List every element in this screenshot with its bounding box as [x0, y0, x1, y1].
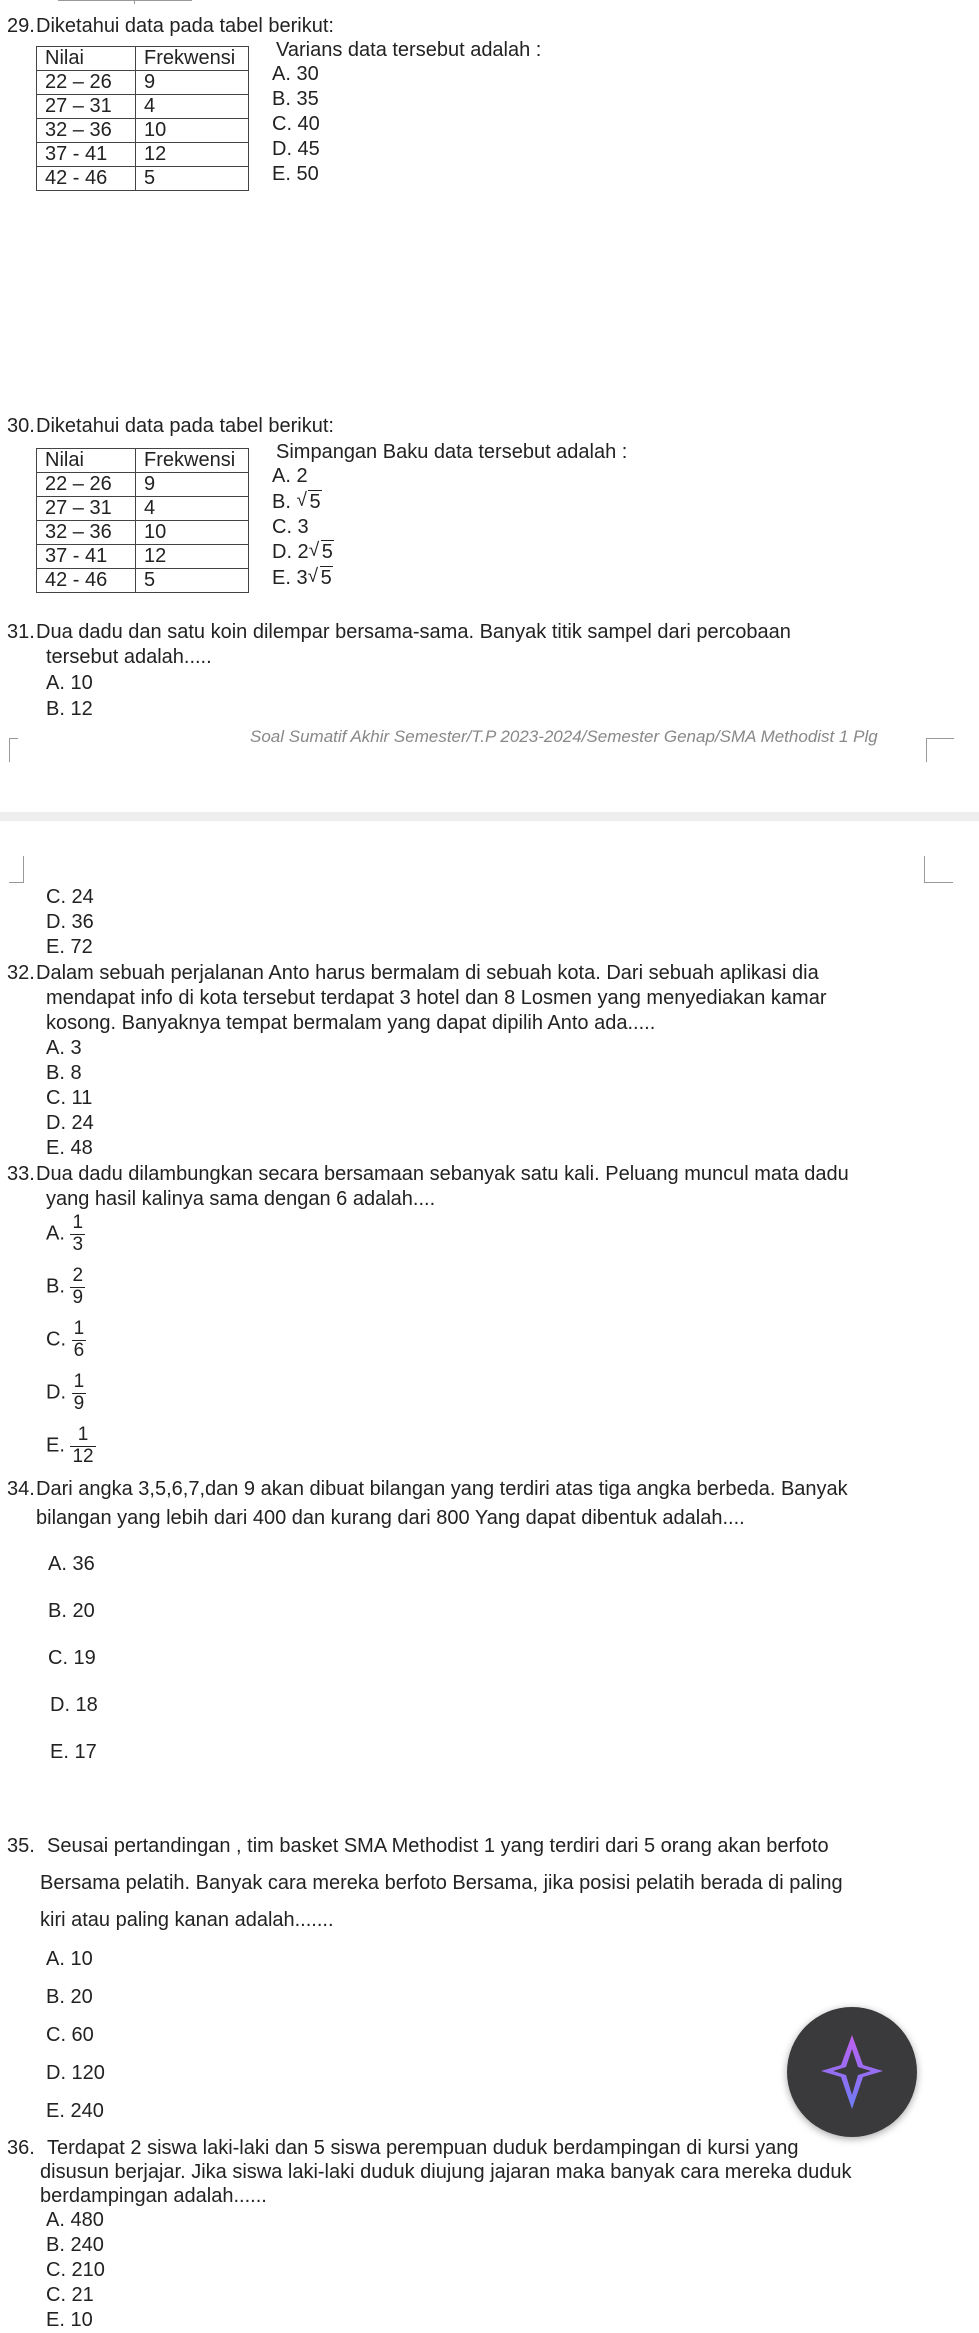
question-line-1: Terdapat 2 siswa laki-laki dan 5 siswa perempuan duduk berdampingan di kursi yang [47, 2137, 799, 2159]
option-d[interactable]: D. 36 [46, 911, 94, 933]
question-number: 36. [7, 2137, 35, 2159]
page-corner-bracket-left [9, 856, 24, 883]
option-e[interactable]: E. 48 [46, 1137, 93, 1159]
question-intro: Diketahui data pada tabel berikut: [36, 415, 334, 437]
table-row [37, 71, 249, 95]
frekwensi-cell: Frekwensi [136, 47, 249, 71]
denominator: 6 [73, 1339, 85, 1361]
option-label: A. [46, 1222, 65, 1245]
option-c[interactable]: C. 40 [272, 113, 320, 135]
question-line-3: kiri atau paling kanan adalah....... [40, 1909, 334, 1931]
option-b[interactable]: B. 12 [46, 698, 93, 720]
option-b[interactable] [272, 490, 322, 515]
frekwensi-cell: 10 [136, 119, 249, 143]
frekwensi-cell: 12 [136, 143, 249, 167]
option-e[interactable]: E. 72 [46, 936, 93, 958]
option-c[interactable]: C. 19 [48, 1647, 96, 1669]
option-b[interactable]: B. 20 [46, 1986, 93, 2008]
option-label: B. [46, 1275, 65, 1298]
table-row [37, 119, 249, 143]
denominator: 12 [72, 1445, 94, 1467]
frekwensi-cell: 4 [136, 95, 249, 119]
page-corner-bracket-right [924, 856, 953, 883]
table-row [37, 569, 249, 593]
page-corner-bracket-right [926, 738, 954, 762]
question-line-2: tersebut adalah..... [46, 646, 212, 668]
option-label: B. [272, 491, 291, 513]
frekwensi-cell: 9 [136, 71, 249, 95]
option-label: E. [46, 1434, 65, 1457]
nilai-cell: 37 - 41 [37, 545, 136, 569]
table-header-row [37, 47, 249, 71]
option-a[interactable]: A. 2 [272, 465, 308, 487]
frekwensi-cell: 5 [136, 569, 249, 593]
option-label: D. [46, 1381, 66, 1404]
option-label: C. [46, 1328, 66, 1351]
question-line-1: Dari angka 3,5,6,7,dan 9 akan dibuat bilangan yang terdiri atas tiga angka berbeda. Banyak [36, 1478, 848, 1500]
denominator: 3 [72, 1233, 84, 1255]
option-e[interactable]: E. 50 [272, 163, 319, 185]
data-table [36, 46, 249, 191]
nilai-cell: 27 – 31 [37, 95, 136, 119]
question-line-2: bilangan yang lebih dari 400 dan kurang dari 800 Yang dapat dibentuk adalah.... [36, 1507, 745, 1529]
fraction [70, 1266, 85, 1309]
sparkle-icon [787, 2007, 917, 2137]
option-e[interactable] [46, 1425, 96, 1468]
question-number: 32. [7, 962, 35, 984]
page-top-rule-tick [134, 0, 135, 4]
option-d[interactable] [46, 1372, 86, 1415]
radicand: 5 [320, 567, 332, 589]
option-c[interactable]: C. 3 [272, 516, 309, 538]
question-text: Varians data tersebut adalah : [276, 39, 542, 61]
frekwensi-cell: Frekwensi [136, 449, 249, 473]
option-a[interactable] [46, 1213, 85, 1256]
question-line-1: Dua dadu dan satu koin dilempar bersama-sama. Banyak titik sampel dari percobaan [36, 621, 791, 643]
option-a[interactable]: A. 480 [46, 2209, 104, 2231]
table-row [37, 521, 249, 545]
option-label: D. 2 [272, 541, 309, 563]
fraction [70, 1213, 85, 1256]
option-b[interactable]: B. 20 [48, 1600, 95, 1622]
nilai-cell: 42 - 46 [37, 167, 136, 191]
fraction [72, 1319, 87, 1362]
fraction [70, 1425, 95, 1468]
question-line-2: yang hasil kalinya sama dengan 6 adalah.... [46, 1188, 436, 1210]
option-e[interactable]: E. 17 [50, 1741, 97, 1763]
table-row [37, 167, 249, 191]
option-b[interactable] [46, 1266, 85, 1309]
data-table [36, 448, 249, 593]
option-e[interactable]: E. 10 [46, 2309, 93, 2331]
option-e[interactable] [272, 566, 333, 591]
nilai-cell: Nilai [37, 449, 136, 473]
option-d[interactable]: C. 21 [46, 2284, 94, 2306]
sqrt-expression [309, 540, 334, 565]
option-e[interactable]: E. 240 [46, 2100, 104, 2122]
page-corner-bracket-left [9, 738, 18, 762]
option-b[interactable]: B. 8 [46, 1062, 82, 1084]
nilai-cell: 37 - 41 [37, 143, 136, 167]
option-a[interactable]: A. 3 [46, 1037, 82, 1059]
assistant-fab-button[interactable] [787, 2007, 917, 2137]
table-row [37, 497, 249, 521]
frekwensi-cell: 10 [136, 521, 249, 545]
option-b[interactable]: B. 35 [272, 88, 319, 110]
question-line-2: disusun berjajar. Jika siswa laki-laki duduk diujung jajaran maka banyak cara mereka duduk [40, 2161, 852, 2183]
nilai-cell: 22 – 26 [37, 473, 136, 497]
numerator: 1 [72, 1212, 84, 1233]
frekwensi-cell: 9 [136, 473, 249, 497]
option-c[interactable] [46, 1319, 86, 1362]
numerator: 1 [70, 1425, 95, 1447]
numerator: 2 [72, 1265, 84, 1286]
table-row [37, 143, 249, 167]
option-a[interactable]: A. 36 [48, 1553, 95, 1575]
question-line-2: Bersama pelatih. Banyak cara mereka berfoto Bersama, jika posisi pelatih berada di paling [40, 1872, 843, 1894]
option-a[interactable]: A. 10 [46, 1948, 93, 1970]
frekwensi-cell: 5 [136, 167, 249, 191]
question-line-1: Dalam sebuah perjalanan Anto harus bermalam di sebuah kota. Dari sebuah aplikasi dia [36, 962, 819, 984]
option-b[interactable]: B. 240 [46, 2234, 104, 2256]
question-line-2: mendapat info di kota tersebut terdapat 3 hotel dan 8 Losmen yang menyediakan kamar [46, 987, 827, 1009]
sqrt-expression [308, 566, 333, 591]
nilai-cell: 22 – 26 [37, 71, 136, 95]
question-intro: Diketahui data pada tabel berikut: [36, 15, 334, 37]
nilai-cell: 32 – 36 [37, 119, 136, 143]
option-d[interactable]: D. 24 [46, 1112, 94, 1134]
page-top-rule [58, 0, 192, 1]
table-row [37, 95, 249, 119]
option-c[interactable]: C. 210 [46, 2259, 105, 2281]
radicand: 5 [309, 491, 321, 513]
frekwensi-cell: 12 [136, 545, 249, 569]
option-d[interactable] [272, 540, 334, 565]
question-line-1: Dua dadu dilambungkan secara bersamaan sebanyak satu kali. Peluang muncul mata dadu [36, 1163, 849, 1185]
option-d[interactable]: D. 120 [46, 2062, 105, 2084]
numerator: 1 [73, 1318, 85, 1339]
question-number: 30. [7, 415, 35, 437]
question-line-3: kosong. Banyaknya tempat bermalam yang dapat dipilih Anto ada..... [46, 1012, 656, 1034]
option-c[interactable]: C. 11 [46, 1087, 93, 1109]
option-d[interactable]: D. 18 [50, 1694, 98, 1716]
option-a[interactable]: A. 10 [46, 672, 93, 694]
question-line-3: berdampingan adalah...... [40, 2185, 267, 2207]
option-label: E. 3 [272, 567, 308, 589]
numerator: 1 [73, 1371, 85, 1392]
page-separator [0, 812, 979, 821]
radicand: 5 [321, 541, 333, 563]
nilai-cell: 32 – 36 [37, 521, 136, 545]
question-line-1: Seusai pertandingan , tim basket SMA Methodist 1 yang terdiri dari 5 orang akan berfoto [47, 1835, 829, 1857]
table-row [37, 545, 249, 569]
fraction [72, 1372, 87, 1415]
option-c[interactable]: C. 24 [46, 886, 94, 908]
question-number: 35. [7, 1835, 35, 1857]
frekwensi-cell: 4 [136, 497, 249, 521]
nilai-cell: 42 - 46 [37, 569, 136, 593]
table-header-row [37, 449, 249, 473]
denominator: 9 [73, 1392, 85, 1414]
page-footer: Soal Sumatif Akhir Semester/T.P 2023-2024/Semester Genap/SMA Methodist 1 Plg [250, 727, 878, 746]
nilai-cell: Nilai [37, 47, 136, 71]
question-number: 33. [7, 1163, 35, 1185]
question-number: 31. [7, 621, 35, 643]
nilai-cell: 27 – 31 [37, 497, 136, 521]
option-d[interactable]: D. 45 [272, 138, 320, 160]
table-row [37, 473, 249, 497]
question-text: Simpangan Baku data tersebut adalah : [276, 441, 628, 463]
sqrt-expression [296, 490, 321, 515]
question-number: 29. [7, 15, 35, 37]
question-number: 34. [7, 1478, 35, 1500]
option-a[interactable]: A. 30 [272, 63, 319, 85]
denominator: 9 [72, 1286, 84, 1308]
option-c[interactable]: C. 60 [46, 2024, 94, 2046]
